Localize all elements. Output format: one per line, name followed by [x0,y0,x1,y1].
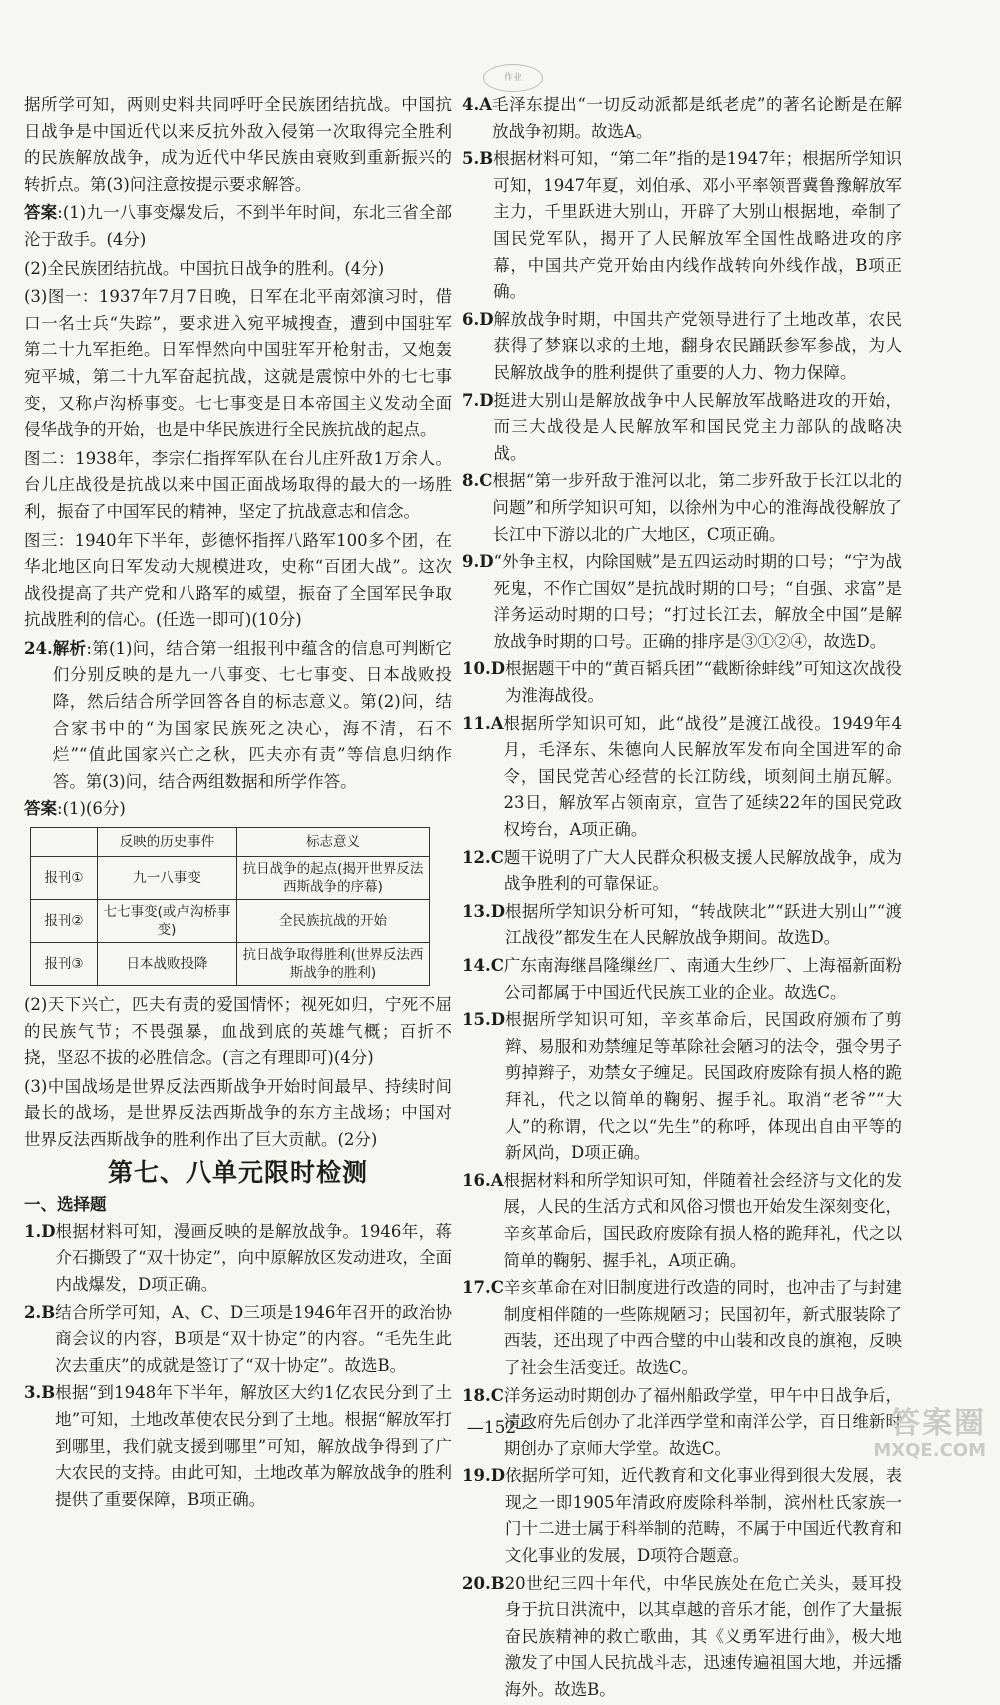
mc-answer-item [24,1300,452,1380]
mc-answer-item [462,1007,902,1167]
mc-answer-item [24,1380,452,1513]
stamp: 作业 [483,64,543,92]
question-24-analysis: 24. 解析:第(1)问，结合第一组报刊中蕴含的信息可判断它们分别反映的是九一八事变、七七事变、日本战败投降，然后结合所学回答各自的标志意义。第(2)问，结合家书中的“为国家民族死之决心，海不清，石不烂”“值此国家兴亡之秋，匹夫亦有责”等信息归纳作答。第(3)问，结合两组数据和所学作答。 [24,636,452,796]
mc-answer-item [462,307,902,387]
mc-number: 5.B [462,149,494,169]
mc-number: 12.C [462,847,504,867]
table-cell: 日本战败投降 [98,943,237,986]
mc-explanation: 根据题干中的“黄百韬兵团”“截断徐蚌线”可知这次战役为淮海战役。 [505,659,902,706]
mc-explanation: 题干说明了广大人民群众积极支援人民解放战争，成为战争胜利的可靠保证。 [503,847,902,894]
mc-number: 8.C [462,471,493,491]
table-header-cell: 反映的历史事件 [98,828,237,857]
mc-answer-item [462,92,902,145]
mc-explanation: “外争主权，内除国贼”是五四运动时期的口号；“宁为战死鬼，不作亡国奴”是抗战时期的口号；“自强、求富”是洋务运动时期的口号；“打过长江去，解放全中国”是解放战争时期的口号。正确的排序是③①②④，故选D。 [493,552,902,651]
mc-number: 2.B [24,1302,56,1322]
mc-explanation: 根据所学知识可知，辛亥革命后，民国政府颁布了剪辫、易服和劝禁缠足等革除社会陋习的法令，强令男子剪掉辫子，劝禁女子缠足。民国政府废除有损人格的跪拜礼，代之以简单的鞠躬、握手礼。取消“老爷”“大人”的称谓，代之以“先生”的称呼，体现出自由平等的新风尚，D项正确。 [505,1010,902,1163]
mc-answer-item [462,1168,902,1274]
mc-answer-item [462,845,902,898]
answer-table [30,827,430,986]
watermark-url: MXQE.COM [873,1440,986,1461]
answer-label: 答案 [24,799,57,819]
mc-number: 17.C [462,1278,504,1298]
table-header-cell: 标志意义 [237,828,430,857]
answer-24-1: 答案:(1)(6分) [24,799,126,819]
mc-number: 14.C [462,956,504,975]
left-column [24,92,452,1514]
mc-answer-item [462,1463,902,1569]
mc-number: 16.A [462,1170,504,1190]
mc-explanation: 根据所学知识分析可知，“转战陕北”“跃进大别山”“渡江战役”都发生在人民解放战争期间。故选D。 [505,901,902,948]
mc-explanation: 解放战争时期，中国共产党领导进行了土地改革，农民获得了梦寐以求的土地，翻身农民踊跃参军参战，为人民解放战争的胜利提供了重要的人力、物力保障。 [493,309,902,382]
table-cell: 全民族抗战的开始 [237,900,430,943]
answer-23-2: (2)全民族团结抗战。中国抗日战争的胜利。(4分) [24,258,385,278]
mc-explanation: 根据所学知识可知，此“战役”是渡江战役。1949年4月，毛泽东、朱德向人民解放军发布向全国进军的命令，国民党苦心经营的长江防线，顷刻间土崩瓦解。23日，解放军占领南京，宣告了延续22年的国民党政权垮台，A项正确。 [503,713,902,840]
table-row [31,943,430,986]
mc-number: 3.B [24,1383,56,1403]
mc-explanation: 根据材料可知，漫画反映的是解放战争。1946年，蒋介石撕毁了“双十协定”，向中原解放区发动进攻，全面内战爆发，D项正确。 [55,1221,452,1294]
table-cell: 七七事变(或卢沟桥事变) [98,900,237,943]
mc-number: 19.D [462,1466,506,1486]
table-cell: 报刊① [31,857,98,900]
watermark-logo [826,1408,986,1468]
answer-23-3-fig2: 图二：1938年，李宗仁指挥军队在台儿庄歼敌1万余人。台儿庄战役是抗战以来中国正面战场取得的最大的一场胜利，振奋了中国军民的精神，坚定了抗战意志和信念。 [24,448,452,521]
page-number: —152— [466,1418,534,1438]
mc-number: 9.D [462,552,494,572]
mc-answer-item [462,711,902,844]
mc-number: 1.D [24,1221,56,1241]
table-cell: 报刊③ [31,943,98,986]
table-header-cell [31,828,98,857]
mc-number: 7.D [462,390,494,410]
mc-number: 15.D [462,1010,506,1030]
mc-answer-item [462,899,902,952]
mc-explanation: 根据“到1948年下半年，解放区大约1亿农民分到了土地”可知，土地改革使农民分到了土地。根据“解放军打到哪里，我们就支援到哪里”可知，解放战争得到了广大农民的支持。由此可知，土地改革为解放战争的胜利提供了重要保障，B项正确。 [55,1383,452,1509]
mc-number: 10.D [462,659,506,679]
mc-explanation: 依据所学可知，近代教育和文化事业得到很大发展，表现之一即1905年清政府废除科举制，滨州杜氏家族一门十二进士属于科举制的范畴，不属于中国近代教育和文化事业的发展，D项符合题意。 [505,1466,902,1566]
answer-24-2: (2)天下兴亡，匹夫有责的爱国情怀；视死如归，宁死不屈的民族气节；不畏强暴，血战到底的英雄气概；百折不挠，坚忍不拔的必胜信念。(言之有理即可)(4分) [24,995,452,1068]
mc-explanation: 根据材料可知，“第二年”指的是1947年；根据所学知识可知，1947年夏，刘伯承、邓小平率领晋冀鲁豫解放军主力，千里跃进大别山，开辟了大别山根据地，牵制了国民党军队，揭开了人民解放军全国性战略进攻的序幕，中国共产党开始由内线作战转向外线作战，B项正确。 [493,149,902,302]
table-row [31,857,430,900]
question-number: 24. [24,638,53,658]
analysis-continuation: 据所学可知，两则史料共同呼吁全民族团结抗战。中国抗日战争是中国近代以来反抗外敌入侵第一次取得完全胜利的民族解放战争，成为近代中华民族由衰败到重新振兴的转折点。第(3)问注意按提示要求解答。 [24,95,452,194]
section-label: 一、选择题 [24,1195,107,1215]
answer-23-1: 答案:(1)九一八事变爆发后，不到半年时间，东北三省全部沦于敌手。(4分) [24,203,453,249]
mc-explanation: 结合所学可知，A、C、D三项是1946年召开的政治协商会议的内容，B项是“双十协定”的内容。“毛先生此次去重庆”的成就是签订了“双十协定”。故选B。 [55,1302,452,1375]
analysis-label: 解析 [52,638,87,658]
mc-answer-item [24,1219,452,1299]
mc-number: 20.B [462,1573,505,1593]
mc-answer-item [462,1571,902,1704]
table-header-row [31,828,430,857]
table-cell: 抗日战争的起点(揭开世界反法西斯战争的序幕) [237,857,430,900]
answer-23-3: (3)图一：1937年7月7日晚，日军在北平南郊演习时，借口一名士兵“失踪”，要求进入宛平城搜查，遭到中国驻军第二十九军拒绝。日军悍然向中国驻军开枪射击，又炮轰宛平城，第二十九军奋起抗战，这就是震惊中外的七七事变，又称卢沟桥事变。七七事变是日本帝国主义发动全面侵华战争的开始，也是中华民族进行全民族抗战的起点。 [24,287,452,440]
section-title: 第七、八单元限时检测 [107,1157,368,1187]
mc-number: 13.D [462,901,506,921]
answer-23-3-fig3: 图三：1940年下半年，彭德怀指挥八路军100多个团，在华北地区向日军发动大规模进攻，史称“百团大战”。这次战役提高了共产党和八路军的威望，振奋了全国军民争取抗战胜利的信心。(任选一即可)(10分) [24,530,452,630]
table-cell: 报刊② [31,900,98,943]
table-cell: 九一八事变 [98,857,237,900]
mc-number: 18.C [462,1385,504,1405]
mc-answer-item [462,1275,902,1381]
mc-explanation: 广东南海继昌隆缫丝厂、南通大生纱厂、上海福新面粉公司都属于中国近代民族工业的企业。故选C。 [503,956,902,1002]
mc-answer-item [462,656,902,709]
mc-explanation: 根据“第一步歼敌于淮河以北，第二步歼敌于长江以北的问题”和所学知识可知，以徐州为中心的淮海战役解放了长江中下游以北的广大地区，C项正确。 [492,471,902,544]
mc-explanation: 毛泽东提出“一切反动派都是纸老虎”的著名论断是在解放战争初期。故选A。 [492,95,902,141]
mc-answer-item [462,468,902,548]
mc-explanation: 20世纪三四十年代，中华民族处在危亡关头，聂耳投身于抗日洪流中，以其卓越的音乐才能，创作了大量振奋民族精神的救亡歌曲，其《义勇军进行曲》，极大地激发了中国人民抗战斗志，迅速传遍祖国大地，并远播海外。故选B。 [504,1573,902,1700]
watermark-text: 答案圈 [890,1406,986,1441]
mc-answer-item [462,146,902,306]
answer-label: 答案 [24,203,58,223]
mc-explanation: 挺进大别山是解放战争中人民解放军战略进攻的开始，而三大战役是人民解放军和国民党主力部队的战略决战。 [493,390,902,463]
table-row [31,900,430,943]
table-cell: 抗日战争取得胜利(世界反法西斯战争的胜利) [237,943,430,986]
mc-answer-item [462,388,902,468]
answer-24-3: (3)中国战场是世界反法西斯战争开始时间最早、持续时间最长的战场，是世界反法西斯战争的东方主战场；中国对世界反法西斯战争的胜利作出了巨大贡献。(2分) [24,1076,452,1149]
mc-explanation: 辛亥革命在对旧制度进行改造的同时，也冲击了与封建制度相伴随的一些陈规陋习；民国初年，新式服装除了西装，还出现了中西合璧的中山装和改良的旗袍，反映了社会生活变迁。故选C。 [503,1278,902,1377]
mc-explanation: 根据材料和所学知识可知，伴随着社会经济与文化的发展，人民的生活方式和风俗习惯也开始发生深刻变化，辛亥革命后，国民政府废除有损人格的跪拜礼，代之以简单的鞠躬、握手礼，A项正确。 [503,1170,902,1270]
mc-answer-item [462,953,902,1006]
mc-number: 11.A [462,713,504,733]
mc-number: 4.A [462,95,493,114]
mc-explanation: 洋务运动时期创办了福州船政学堂，甲午中日战争后，清政府先后创办了北洋西学堂和南洋公学，百日维新时期创办了京师大学堂。故选C。 [503,1385,902,1458]
mc-answer-item [462,549,902,655]
mc-number: 6.D [462,309,494,329]
